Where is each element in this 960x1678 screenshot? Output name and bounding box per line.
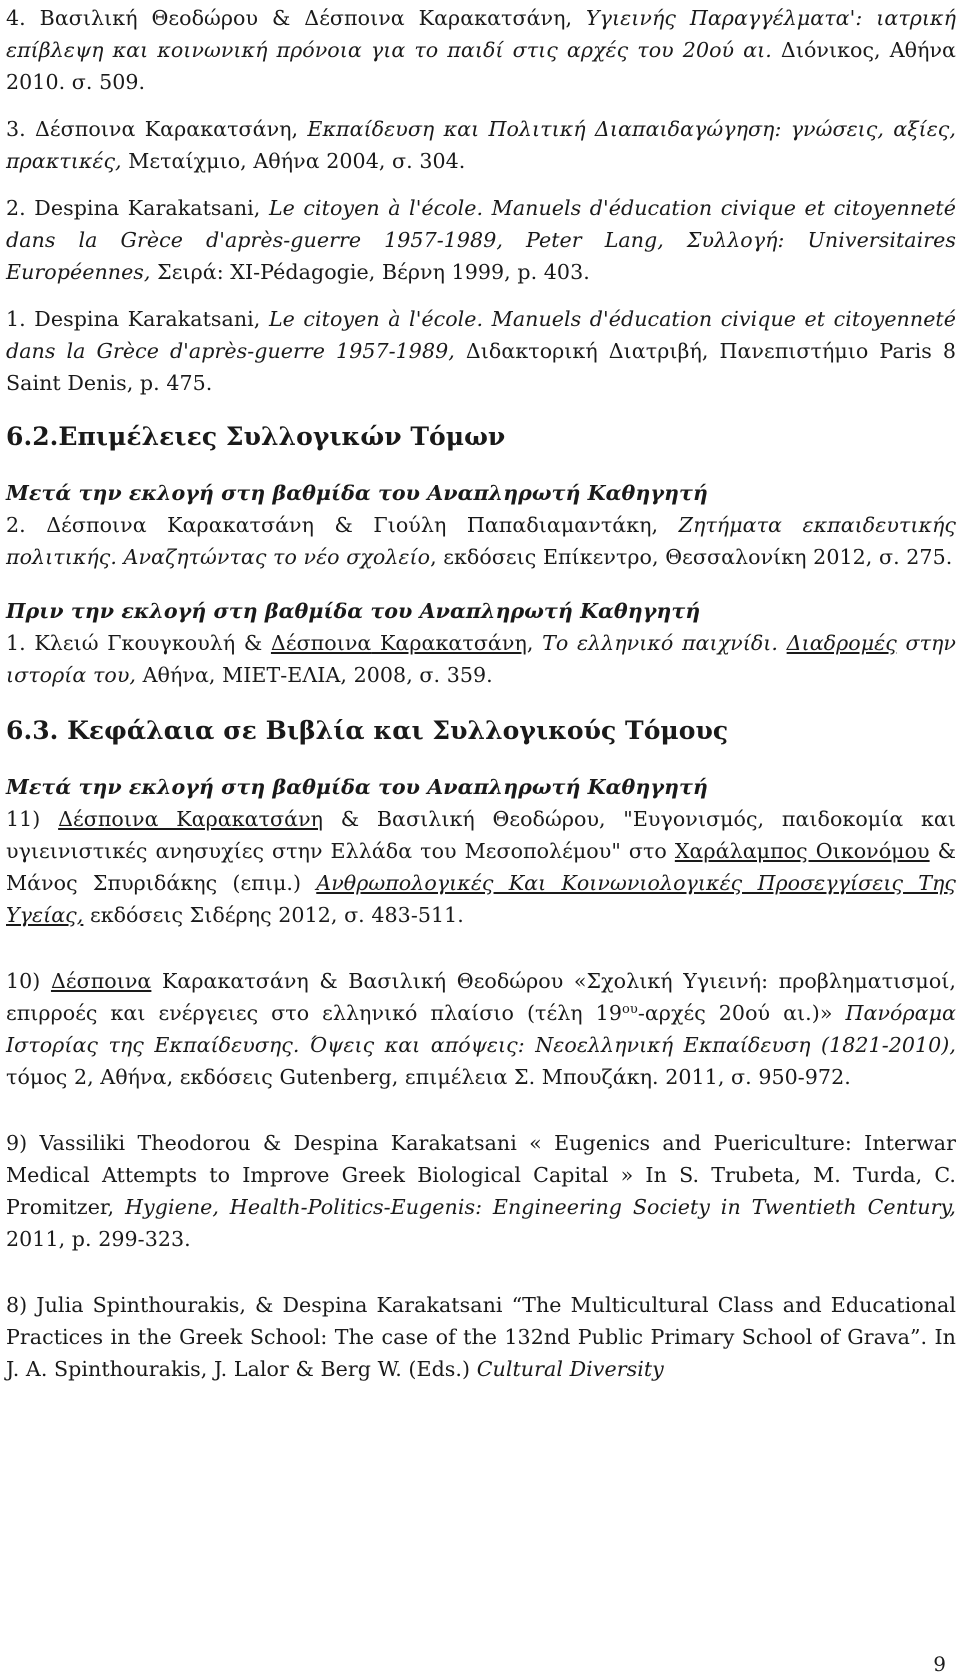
- bibliography-entry-4: 4. Βασιλική Θεοδώρου & Δέσποινα Καρακατσάνη, Υγιεινής Παραγγέλματα': ιατρική επίβλεψη και κοινωνική πρόνοια για το παιδί στις αρχές του 20ού αι. Διόνικος, Αθήνα 2010. σ. 509.: [6, 6, 956, 94]
- edited-volume-entry-2: 2. Δέσποινα Καρακατσάνη & Γιούλη Παπαδιαμαντάκη, Ζητήματα εκπαιδευτικής πολιτικής. Αναζητώντας το νέο σχολείο, εκδόσεις Επίκεντρο, Θεσσαλονίκη 2012, σ. 275.: [6, 513, 956, 569]
- document-page: [6, 2, 956, 1385]
- chapter-entry-9: 9) Vassiliki Theodorou & Despina Karakatsani « Eugenics and Puericulture: Interwar Medical Attempts to Improve Greek Biological Capital » In S. Trubeta, M. Turda, C. Promitzer, Hygiene, Health-Politics-Eugenis: Engineering Society in Twentieth Century, 2011, p. 299-323.: [6, 1131, 957, 1251]
- subheading-before-election: Πριν την εκλογή στη βαθμίδα του Αναπληρωτή Καθηγητή: [6, 599, 701, 623]
- subheading-after-election: Μετά την εκλογή στη βαθμίδα του Αναπληρωτή Καθηγητή: [6, 481, 708, 505]
- bibliography-entry-2: 2. Despina Karakatsani, Le citoyen à l'école. Manuels d'éducation civique et citoyenneté dans la Grèce d'après-guerre 1957-1989, Peter Lang, Συλλογή: Universitaires Européennes, Σειρά: XI-Pédagogie, Βέρνη 1999, p. 403.: [6, 196, 956, 284]
- section-heading-6-2: 6.2.Επιμέλειες Συλλογικών Τόμων: [6, 422, 506, 451]
- chapter-entry-10: 10) Δέσποινα Καρακατσάνη & Βασιλική Θεοδώρου «Σχολική Υγιεινή: προβληματισμοί, επιρροές και ενέργειες στο ελληνικό πλαίσιο (τέλη $19^{o\upsilon}$-αρχές 20ού αι.)» Πανόραμα Ιστορίας της Εκπαίδευσης. Όψεις και απόψεις: Νεοελληνική Εκπαίδευση (1821-2010), τόμος 2, Αθήνα, εκδόσεις Gutenberg, επιμέλεια Σ. Μπουζάκη. 2011, σ. 950-972.: [6, 969, 956, 1089]
- chapter-entry-11: 11) Δέσποινα Καρακατσάνη & Βασιλική Θεοδώρου, "Ευγονισμός, παιδοκομία και υγιεινιστικές ανησυχίες στην Ελλάδα του Μεσοπολέμου" στο Χαράλαμπος Οικονόμου & Μάνος Σπυριδάκης (επιμ.) Ανθρωπολογικές Και Κοινωνιολογικές Προσεγγίσεις Της Υγείας, εκδόσεις Σιδέρης 2012, σ. 483-511.: [6, 807, 956, 927]
- edited-volume-entry-1: 1. Κλειώ Γκουγκουλή & Δέσποινα Καρακατσάνη, Το ελληνικό παιχνίδι. Διαδρομές στην ιστορία του, Αθήνα, ΜΙΕΤ-ΕΛΙΑ, 2008, σ. 359.: [6, 631, 956, 687]
- page-number: 9: [933, 1652, 946, 1676]
- section-heading-6-3: 6.3. Κεφάλαια σε Βιβλία και Συλλογικούς Τόμους: [6, 716, 729, 745]
- bibliography-entry-1: 1. Despina Karakatsani, Le citoyen à l'école. Manuels d'éducation civique et citoyenneté dans la Grèce d'après-guerre 1957-1989, Διδακτορική Διατριβή, Πανεπιστήμιο Paris 8 Saint Denis, p. 475.: [6, 307, 956, 395]
- subheading-after-election-chapters: Μετά την εκλογή στη βαθμίδα του Αναπληρωτή Καθηγητή: [6, 775, 708, 799]
- bibliography-entry-3: 3. Δέσποινα Καρακατσάνη, Εκπαίδευση και Πολιτική Διαπαιδαγώγηση: γνώσεις, αξίες, πρακτικές, Μεταίχμιο, Αθήνα 2004, σ. 304.: [6, 117, 956, 173]
- chapter-entry-8: 8) Julia Spinthourakis, & Despina Karakatsani “The Multicultural Class and Educational Practices in the Greek School: The case of the 132nd Public Primary School of Grava”. In J. A. Spinthourakis, J. Lalor & Berg W. (Eds.) Cultural Diversity: [6, 1293, 956, 1381]
